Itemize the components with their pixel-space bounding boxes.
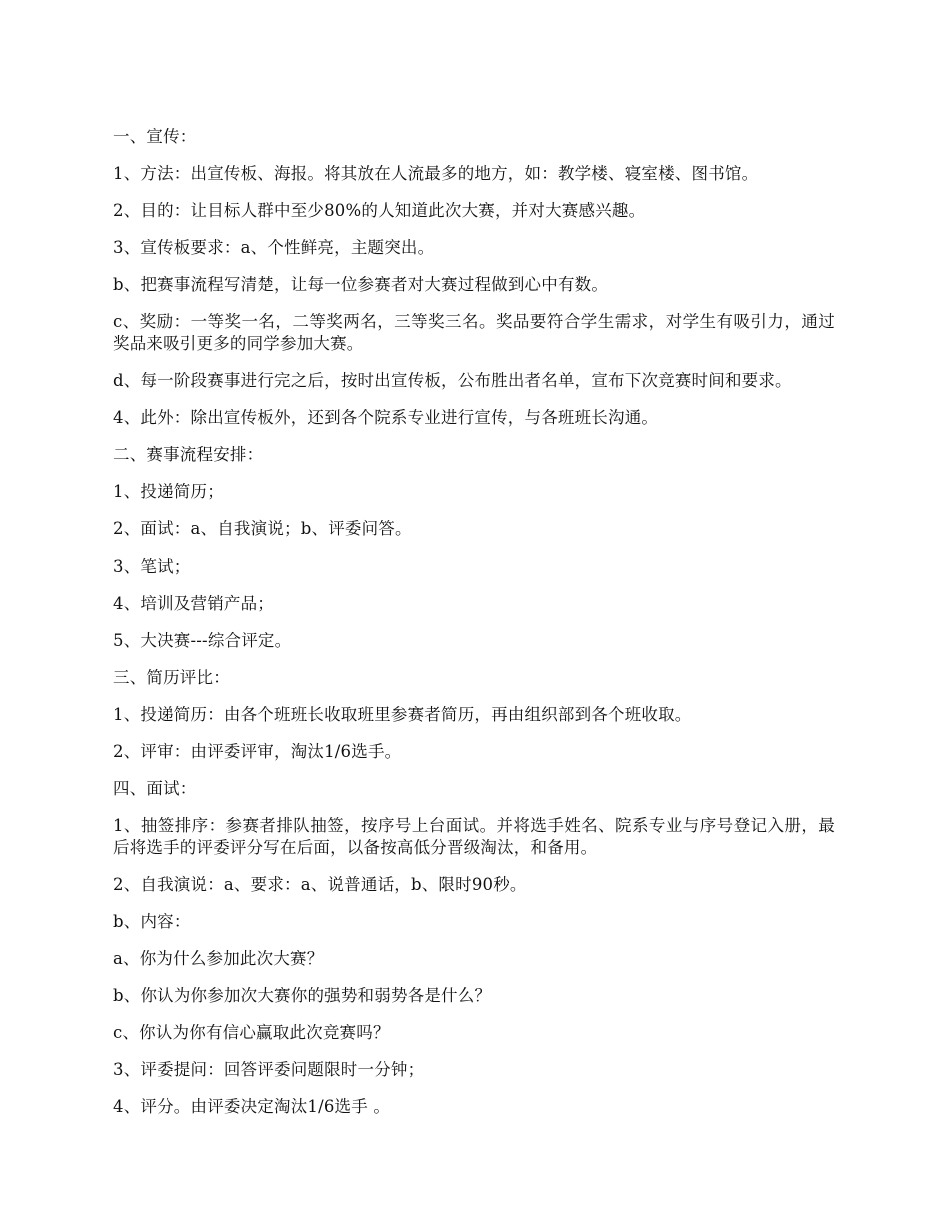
- paragraph-final: 5、大决赛---综合评定。: [113, 630, 292, 650]
- paragraph-speech-content: b、内容：: [113, 911, 191, 931]
- paragraph-additional-publicity: 4、此外：除出宣传板外，还到各个院系专业进行宣传，与各班班长沟通。: [113, 408, 659, 428]
- paragraph-rewards: c、奖励：一等奖一名，二等奖两名，三等奖三名。奖品要符合学生需求，对学生有吸引力，通过奖品来吸引更多的同学参加大赛。: [113, 312, 835, 353]
- heading-interview: 四、面试：: [113, 779, 197, 799]
- paragraph-review: 2、评审：由评委评审，淘汰1/6选手。: [113, 742, 402, 761]
- paragraph-stage-announcement: d、每一阶段赛事进行完之后，按时出宣传板，公布胜出者名单，宣布下次竞赛时间和要求。: [113, 371, 792, 391]
- heading-publicity: 一、宣传：: [113, 127, 197, 146]
- paragraph-board-requirements: 3、宣传板要求：a、个性鲜亮，主题突出。: [113, 238, 435, 258]
- paragraph-question-c: c、你认为你有信心赢取此次竞赛吗？: [113, 1023, 390, 1043]
- paragraph-resume-collection: 1、投递简历：由各个班班长收取班里参赛者简历，再由组织部到各个班收取。: [113, 704, 692, 724]
- paragraph-training: 4、培训及营销产品；: [113, 593, 274, 613]
- paragraph-draw-order: 1、抽签排序：参赛者排队抽签，按序号上台面试。并将选手姓名、院系专业与序号登记入册，最后将选手的评委评分写在后面，以备按高低分晋级淘汰，和备用。: [113, 816, 835, 857]
- paragraph-scoring: 4、评分。由评委决定淘汰1/6选手 。: [113, 1097, 391, 1117]
- paragraph-self-speech: 2、自我演说：a、要求：a、说普通话，b、限时90秒。: [113, 874, 527, 894]
- paragraph-submit-resume: 1、投递简历；: [113, 482, 224, 502]
- paragraph-board-flow: b、把赛事流程写清楚，让每一位参赛者对大赛过程做到心中有数。: [113, 275, 609, 295]
- heading-resume-review: 三、简历评比：: [113, 667, 230, 687]
- paragraph-goal: 2、目的：让目标人群中至少80%的人知道此次大赛，并对大赛感兴趣。: [113, 201, 646, 221]
- paragraph-question-a: a、你为什么参加此次大赛？: [113, 948, 324, 968]
- paragraph-judge-questions: 3、评委提问：回答评委问题限时一分钟；: [113, 1060, 425, 1080]
- heading-schedule: 二、赛事流程安排：: [113, 445, 264, 465]
- document-body: [113, 126, 835, 1133]
- paragraph-interview: 2、面试：a、自我演说；b、评委问答。: [113, 519, 412, 539]
- paragraph-method: 1、方法：出宣传板、海报。将其放在人流最多的地方，如：教学楼、寝室楼、图书馆。: [113, 164, 759, 184]
- paragraph-question-b: b、你认为你参加次大赛你的强势和弱势各是什么？: [113, 986, 492, 1006]
- paragraph-written-test: 3、笔试；: [113, 556, 191, 576]
